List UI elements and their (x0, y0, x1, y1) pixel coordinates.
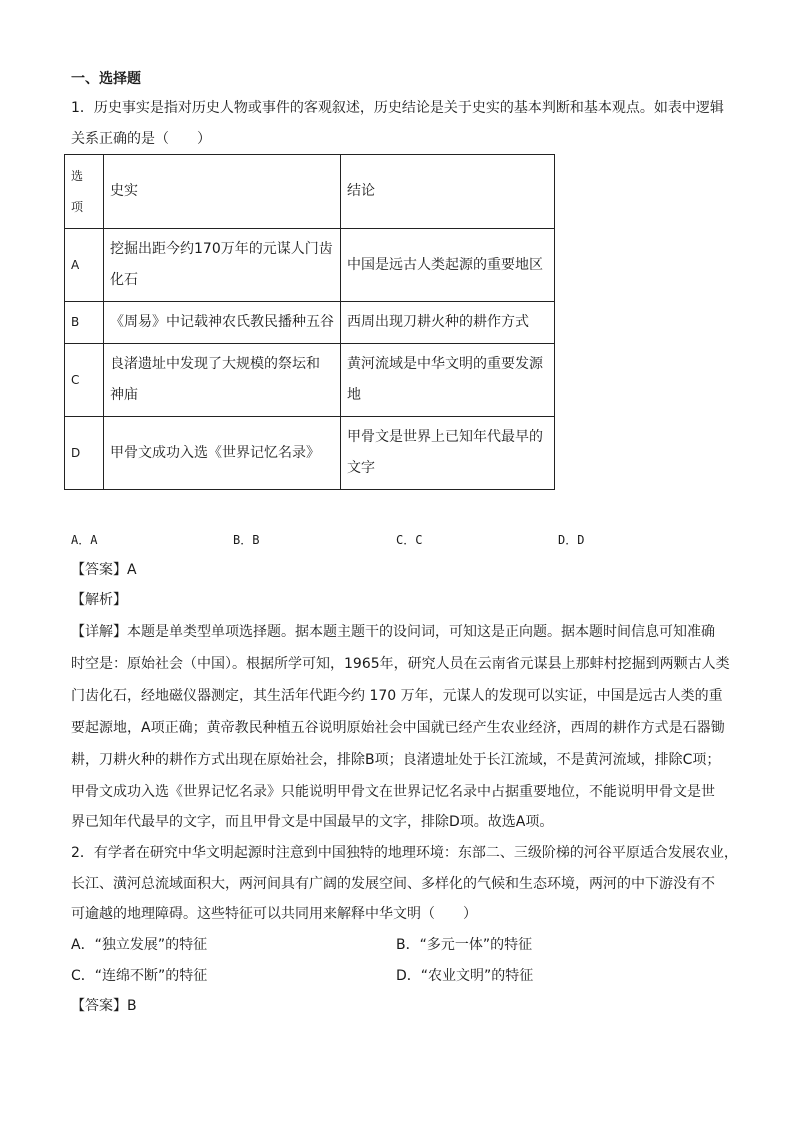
table-row (65, 344, 555, 417)
row-option: C (65, 344, 104, 417)
table-row (65, 302, 555, 344)
row-option: D (65, 417, 104, 490)
question-2-option-b[interactable]: B．“多元一体”的特征 (396, 937, 533, 953)
header-conclusion: 结论 (341, 155, 555, 229)
row-fact-line-1: 挖掘出距今约170万年的元谋人门齿 (110, 241, 333, 257)
table-row (65, 417, 555, 490)
row-conclusion (341, 417, 555, 490)
row-option: A (65, 229, 104, 302)
question-2-stem-line-3: 可逾越的地理障碍。这些特征可以共同用来解释中华文明（ ） (71, 906, 477, 922)
question-1-answer: 【答案】A (71, 562, 137, 578)
header-fact: 史实 (104, 155, 341, 229)
question-1-stem-line-2: 关系正确的是（ ） (71, 131, 211, 147)
detail-line: 时空是：原始社会（中国）。根据所学可知，1965年，研究人员在云南省元谋县上那蚌村挖掘到两颗古人类 (71, 656, 730, 672)
detail-line: 要起源地，A项正确；黄帝教民种植五谷说明原始社会中国就已经产生农业经济，西周的耕作方式是石器锄 (71, 720, 725, 736)
row-fact-line-1: 良渚遗址中发现了大规模的祭坛和 (110, 356, 320, 372)
header-option (65, 155, 104, 229)
row-fact-line-2: 化石 (110, 272, 138, 288)
question-2-stem-line-2: 长江、潢河总流域面积大，两河间具有广阔的发展空间、多样化的气候和生态环境，两河的中下游没有不 (71, 876, 715, 892)
question-2-option-a[interactable]: A．“独立发展”的特征 (71, 937, 208, 953)
detail-line: 甲骨文成功入选《世界记忆名录》只能说明甲骨文在世界记忆名录中占据重要地位，不能说明甲骨文是世 (71, 784, 715, 800)
table-row (65, 229, 555, 302)
detail-line: 门齿化石，经地磁仪器测定，其生活年代距今约 170 万年，元谋人的发现可以实证，中国是远古人类的重 (71, 688, 723, 704)
detail-line: 界已知年代最早的文字，而且甲骨文是中国最早的文字，排除D项。故选A项。 (71, 814, 554, 830)
row-fact: 甲骨文成功入选《世界记忆名录》 (104, 417, 341, 490)
section-title: 一、选择题 (71, 71, 141, 87)
row-option: B (65, 302, 104, 344)
question-2-stem-line-1: 2．有学者在研究中华文明起源时注意到中国独特的地理环境：东部二、三级阶梯的河谷平原适合发展农业， (71, 845, 738, 861)
row-conclusion: 中国是远古人类起源的重要地区 (341, 229, 555, 302)
question-2-answer: 【答案】B (71, 998, 137, 1014)
question-1-stem-line-1: 1．历史事实是指对历史人物或事件的客观叙述，历史结论是关于史实的基本判断和基本观点。如表中逻辑 (71, 100, 724, 116)
header-option-char-1: 选 (71, 168, 84, 183)
question-1-table (64, 154, 555, 490)
question-2-option-c[interactable]: C．“连绵不断”的特征 (71, 968, 208, 984)
row-conclusion (341, 344, 555, 417)
row-conclusion: 西周出现刀耕火种的耕作方式 (341, 302, 555, 344)
question-1-analysis-label: 【解析】 (71, 592, 127, 608)
detail-line: 耕，刀耕火种的耕作方式出现在原始社会，排除B项；良渚遗址处于长江流域，不是黄河流域，排除C项； (71, 752, 721, 768)
row-conclusion-line-2: 文字 (347, 460, 375, 476)
row-fact (104, 229, 341, 302)
row-fact: 《周易》中记载神农氏教民播种五谷 (104, 302, 341, 344)
question-1-option-a[interactable]: A．A (71, 533, 98, 547)
row-conclusion-line-1: 黄河流域是中华文明的重要发源 (347, 356, 543, 372)
header-option-char-2: 项 (71, 199, 84, 214)
question-1-option-d[interactable]: D．D (558, 533, 585, 547)
detail-line: 【详解】本题是单类型单项选择题。据本题主题干的设问词，可知这是正向题。据本题时间信息可知准确 (71, 624, 715, 640)
row-fact (104, 344, 341, 417)
table-header-row (65, 155, 555, 229)
question-1-option-b[interactable]: B．B (233, 533, 260, 547)
question-1-option-c[interactable]: C．C (396, 533, 423, 547)
row-conclusion-line-2: 地 (347, 387, 361, 403)
row-conclusion-line-1: 甲骨文是世界上已知年代最早的 (347, 429, 543, 445)
question-2-option-d[interactable]: D．“农业文明”的特征 (396, 968, 534, 984)
row-fact-line-2: 神庙 (110, 387, 138, 403)
